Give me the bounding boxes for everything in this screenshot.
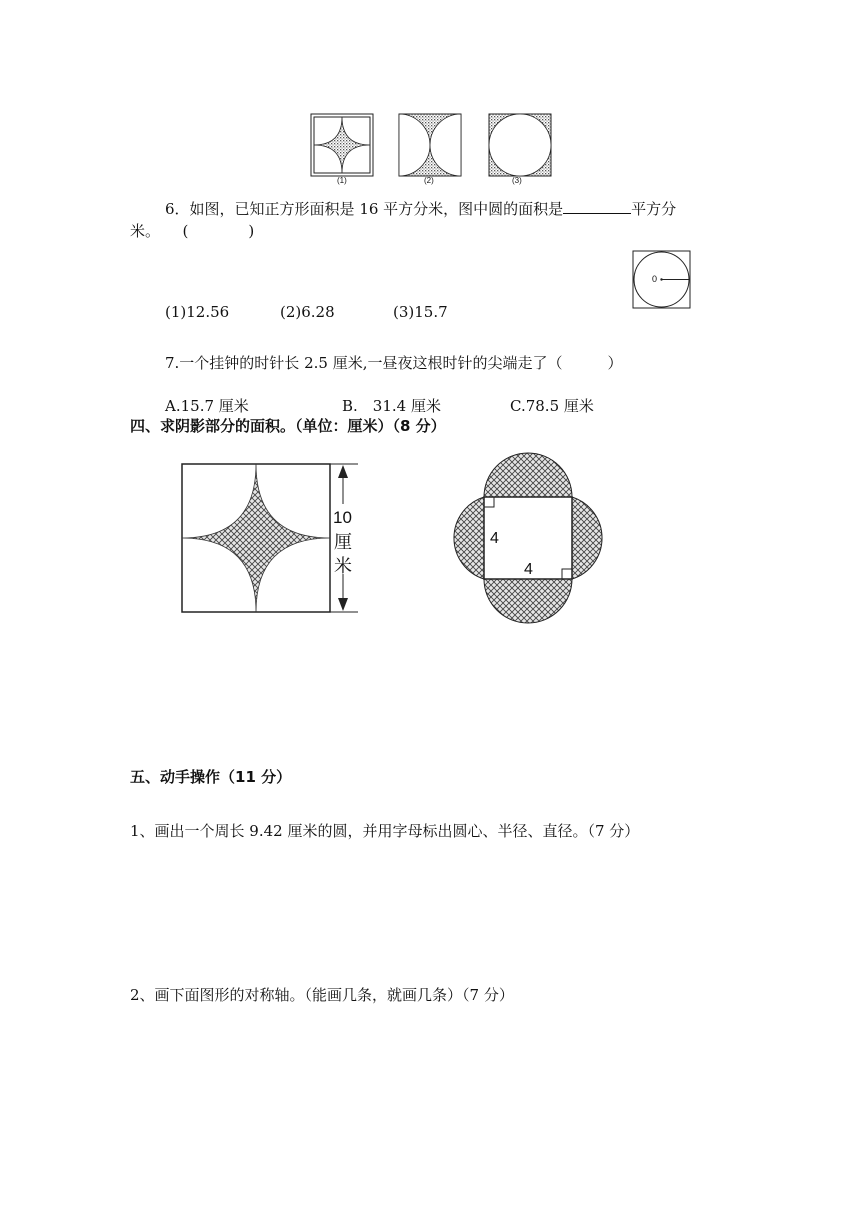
q6-option-2: (2)6.28 xyxy=(280,303,335,321)
q7-option-c: C.78.5 厘米 xyxy=(510,397,594,415)
section4-figure-2 xyxy=(440,450,620,624)
top-figure-3 xyxy=(488,113,552,177)
q6-center-label: 0 xyxy=(652,274,658,284)
q6-prefix: 6．如图，已知正方形面积是 16 平方分米，图中圆的面积是 xyxy=(165,200,564,218)
fig1-dimension-unit-1: 厘 xyxy=(334,532,352,553)
q6-answer-blank[interactable] xyxy=(563,212,631,214)
q6-option-1: (1)12.56 xyxy=(165,303,230,321)
fig1-dimension-number: 10 xyxy=(333,508,352,527)
q6-line2: 米。 ( ) xyxy=(130,222,255,240)
q6-line1 xyxy=(165,198,676,219)
q6-circle-figure xyxy=(632,250,692,310)
section5-title: 五、动手操作（11 分） xyxy=(130,768,292,786)
fig2-side-bottom-label: 4 xyxy=(524,561,533,578)
section4-title: 四、求阴影部分的面积。（单位：厘米）（8 分） xyxy=(130,417,446,435)
q7-text: 7.一个挂钟的时针长 2.5 厘米,一昼夜这根时针的尖端走了（ ） xyxy=(165,354,623,372)
top-figure-2 xyxy=(398,113,462,177)
section5-item-1: 1、画出一个周长 9.42 厘米的圆，并用字母标出圆心、半径、直径。（7 分） xyxy=(130,822,640,840)
top-figure-2-label: (2) xyxy=(424,176,434,185)
top-figure-3-label: (3) xyxy=(512,176,522,185)
fig1-dimension-unit-2: 米 xyxy=(334,556,352,577)
q6-option-3: (3)15.7 xyxy=(393,303,448,321)
fig2-side-left-label: 4 xyxy=(490,530,499,547)
top-figure-1-label: (1) xyxy=(337,176,347,185)
q6-suffix: 平方分 xyxy=(631,200,677,218)
q7-option-a: A.15.7 厘米 xyxy=(165,397,249,415)
q7-option-b: B. 31.4 厘米 xyxy=(342,397,441,415)
section4-figure-1 xyxy=(180,462,360,616)
top-figure-1 xyxy=(310,113,374,177)
section5-item-2: 2、画下面图形的对称轴。（能画几条，就画几条）（7 分） xyxy=(130,986,514,1004)
